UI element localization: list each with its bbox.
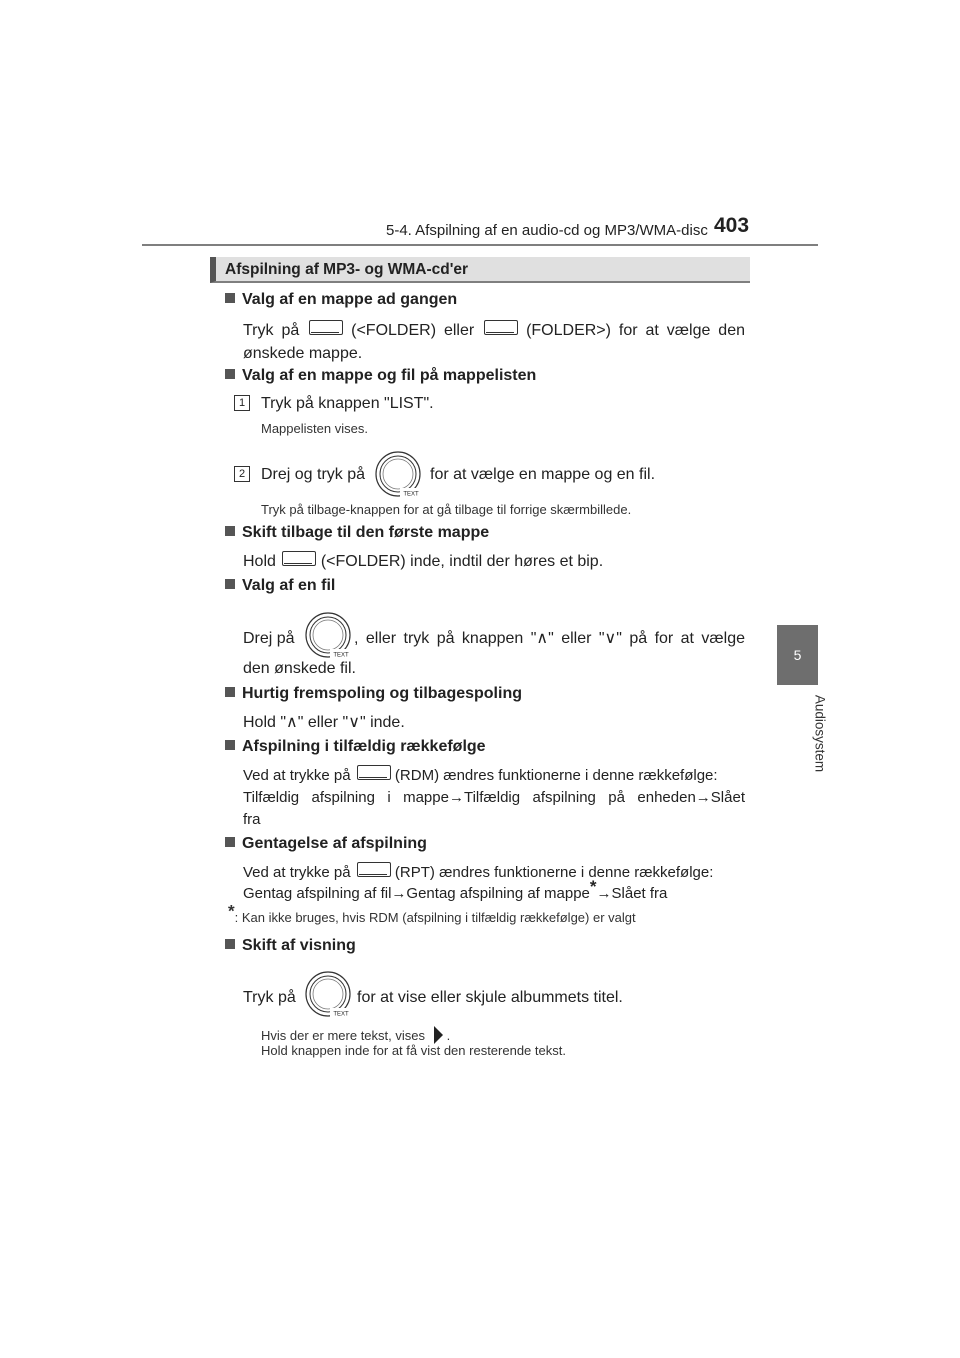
random-line3: fra (243, 811, 261, 828)
display-note1: Hvis der er mere tekst, vises . (261, 1028, 451, 1043)
step-number-1: 1 (234, 395, 250, 411)
bullet-square-icon (225, 740, 235, 750)
section-title-bar (210, 257, 750, 283)
file-select-line2: den ønskede fil. (243, 660, 356, 677)
step2-text-b: for at vælge en mappe og en fil. (430, 466, 656, 483)
heading-fast: Hurtig fremspoling og tilbagespoling (225, 685, 522, 703)
more-text-arrow-icon (433, 1026, 443, 1044)
rpt-button-icon (359, 862, 387, 875)
repeat-footnote: *: Kan ikke bruges, hvis RDM (afspilning i tilfældig rækkefølge) er valgt (228, 901, 636, 925)
folder-down-button-icon (311, 320, 339, 333)
first-folder-text: Hold (<FOLDER) inde, indtil der høres et bip. (243, 553, 604, 570)
bullet-square-icon (225, 579, 235, 589)
folder-up-button-icon (486, 320, 514, 333)
heading-folder-select: Valg af en mappe ad gangen (225, 291, 457, 309)
rdm-button-icon (359, 765, 387, 778)
display-note2: Hold knappen inde for at få vist den resterende tekst. (261, 1043, 566, 1058)
section-header: 5-4. Afspilning af en audio-cd og MP3/WMA-disc (386, 222, 708, 239)
heading-file-select: Valg af en fil (225, 577, 335, 595)
random-line2: Tilfældig afspilning i mappe→Tilfældig afspilning på enheden→Slået (243, 789, 745, 806)
heading-first-folder: Skift tilbage til den første mappe (225, 524, 489, 542)
file-select-line1-b: , eller tryk på knappen "∧" eller "∨" på for at vælge (354, 630, 745, 647)
bullet-square-icon (225, 687, 235, 697)
step-number-2: 2 (234, 466, 250, 482)
random-line1: Ved at trykke på (RDM) ændres funktionerne i denne rækkefølge: (243, 767, 718, 784)
header-divider (142, 244, 818, 246)
knob-text-label: TEXT (403, 491, 419, 498)
heading-repeat: Gentagelse af afspilning (225, 835, 427, 853)
step1-text: Tryk på knappen "LIST". (261, 395, 434, 412)
section-title: Afspilning af MP3- og WMA-cd'er (225, 261, 469, 278)
knob-text-label: TEXT (333, 652, 349, 659)
heading-random: Afspilning i tilfældig rækkefølge (225, 738, 486, 756)
tune-knob-icon (374, 450, 422, 498)
tune-knob-icon (304, 970, 352, 1018)
display-line-b: for at vise eller skjule albummets titel. (357, 989, 623, 1006)
chapter-label: Audiosystem (812, 694, 828, 773)
heading-display: Skift af visning (225, 937, 356, 955)
tune-knob-icon (304, 611, 352, 659)
knob-text-label: TEXT (333, 1011, 349, 1018)
step1-note: Mappelisten vises. (261, 421, 368, 436)
display-line-a: Tryk på (243, 989, 296, 1006)
file-select-line1-a: Drej på (243, 630, 295, 647)
heading-folder-file-list: Valg af en mappe og fil på mappelisten (225, 367, 536, 385)
chapter-tab: 5 (777, 625, 818, 685)
folder-down-button-icon (284, 551, 312, 564)
page-number: 403 (714, 214, 750, 237)
folder-select-line2: ønskede mappe. (243, 345, 363, 362)
bullet-square-icon (225, 837, 235, 847)
bullet-square-icon (225, 939, 235, 949)
bullet-square-icon (225, 369, 235, 379)
fast-text: Hold "∧" eller "∨" inde. (243, 714, 405, 731)
step2-text-a: Drej og tryk på (261, 466, 366, 483)
repeat-line1: Ved at trykke på (RPT) ændres funktionerne i denne rækkefølge: (243, 864, 714, 881)
step2-note: Tryk på tilbage-knappen for at gå tilbage til forrige skærmbillede. (261, 502, 632, 517)
bullet-square-icon (225, 293, 235, 303)
chapter-label-wrap (808, 688, 832, 788)
bullet-square-icon (225, 526, 235, 536)
folder-select-line1: Tryk på (<FOLDER) eller (FOLDER>) for at vælge den (243, 322, 746, 339)
repeat-line2: Gentag afspilning af fil→Gentag afspilning af mappe*→Slået fra (243, 877, 668, 902)
